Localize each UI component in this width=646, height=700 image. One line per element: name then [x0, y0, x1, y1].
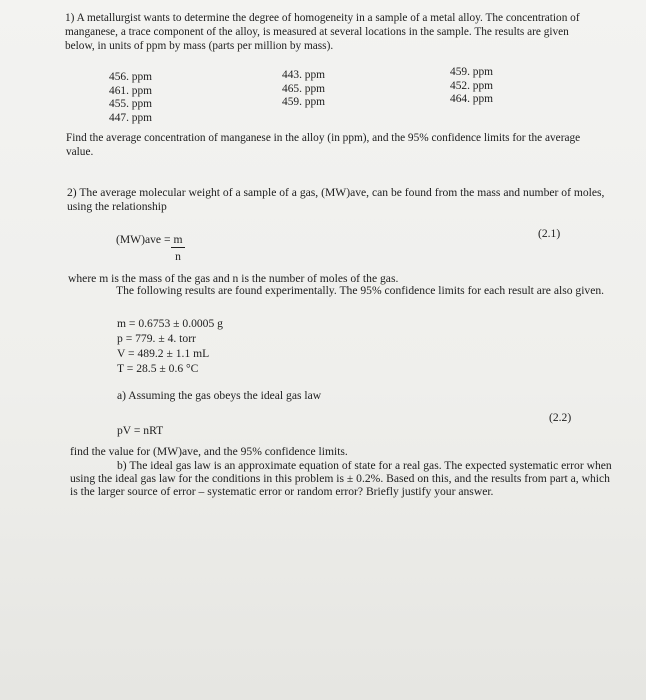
problem1-intro — [65, 11, 580, 53]
ppm-value: 459. ppm — [282, 96, 326, 108]
measurement: T = 28.5 ± 0.6 °C — [117, 362, 199, 375]
equation-2-1-lhs: (MW)ave = — [116, 233, 171, 246]
problem1-question — [66, 131, 580, 159]
problem2-intro-line: 2) The average molecular weight of a sample of a gas, (MW)ave, can be found from the mass and number of moles, — [67, 186, 605, 199]
ppm-value: 443. ppm — [282, 69, 326, 81]
ppm-value: 455. ppm — [109, 98, 153, 110]
ppm-column-2 — [282, 69, 325, 110]
measurement: m = 0.6753 ± 0.0005 g — [117, 317, 223, 330]
part-b-line: using the ideal gas law for the conditions in this problem is ± 0.2%. Based on this, and the results from part a, which — [70, 472, 610, 485]
problem1-question-line: Find the average concentration of manganese in the alloy (in ppm), and the 95% confidence limits for the average — [66, 132, 581, 144]
equation-2-1-fraction — [171, 233, 185, 264]
problem1-intro-line: below, in units of ppm by mass (parts per million by mass). — [65, 40, 334, 52]
fraction-numerator: m — [173, 233, 183, 246]
part-b-line: b) The ideal gas law is an approximate equation of state for a real gas. The expected systematic error when — [117, 459, 612, 472]
problem1-intro-line: manganese, a trace component of the alloy, is measured at several locations in the sample. The results are given — [65, 26, 569, 38]
ppm-value: 461. ppm — [109, 84, 153, 97]
measurement: p = 779. ± 4. torr — [117, 332, 196, 345]
ppm-value: 456. ppm — [109, 71, 153, 83]
problem1-question-line: value. — [66, 146, 94, 158]
ppm-column-3 — [450, 66, 493, 107]
ppm-column-1 — [109, 71, 152, 125]
measurements-list — [117, 316, 223, 376]
part-a-find-line: find the value for (MW)ave, and the 95% confidence limits. — [70, 445, 348, 458]
where-line-2: The following results are found experimentally. The 95% confidence limits for each result are also given. — [116, 284, 605, 297]
ppm-value: 464. ppm — [450, 93, 494, 105]
problem2-intro-line: using the relationship — [67, 200, 167, 213]
equation-2-1-number: (2.1) — [538, 227, 561, 240]
fraction-denominator: n — [175, 250, 181, 263]
ppm-value: 459. ppm — [450, 66, 494, 78]
fraction-bar — [171, 247, 185, 248]
part-b-line: is the larger source of error – systematic error or random error? Briefly justify your answer. — [70, 485, 494, 498]
ppm-value: 447. ppm — [109, 111, 153, 124]
equation-2-2-number: (2.2) — [549, 411, 572, 424]
problem1-intro-line: 1) A metallurgist wants to determine the degree of homogeneity in a sample of a metal alloy. The concentration of — [65, 12, 580, 24]
problem2-intro — [67, 186, 604, 214]
ppm-value: 452. ppm — [450, 79, 494, 92]
measurement: V = 489.2 ± 1.1 mL — [117, 347, 210, 360]
equation-2-2: pV = nRT — [117, 424, 164, 437]
ppm-value: 465. ppm — [282, 82, 326, 95]
where-line-1: where m is the mass of the gas and n is the number of moles of the gas. — [68, 272, 399, 285]
part-a-prompt: a) Assuming the gas obeys the ideal gas law — [117, 389, 322, 402]
